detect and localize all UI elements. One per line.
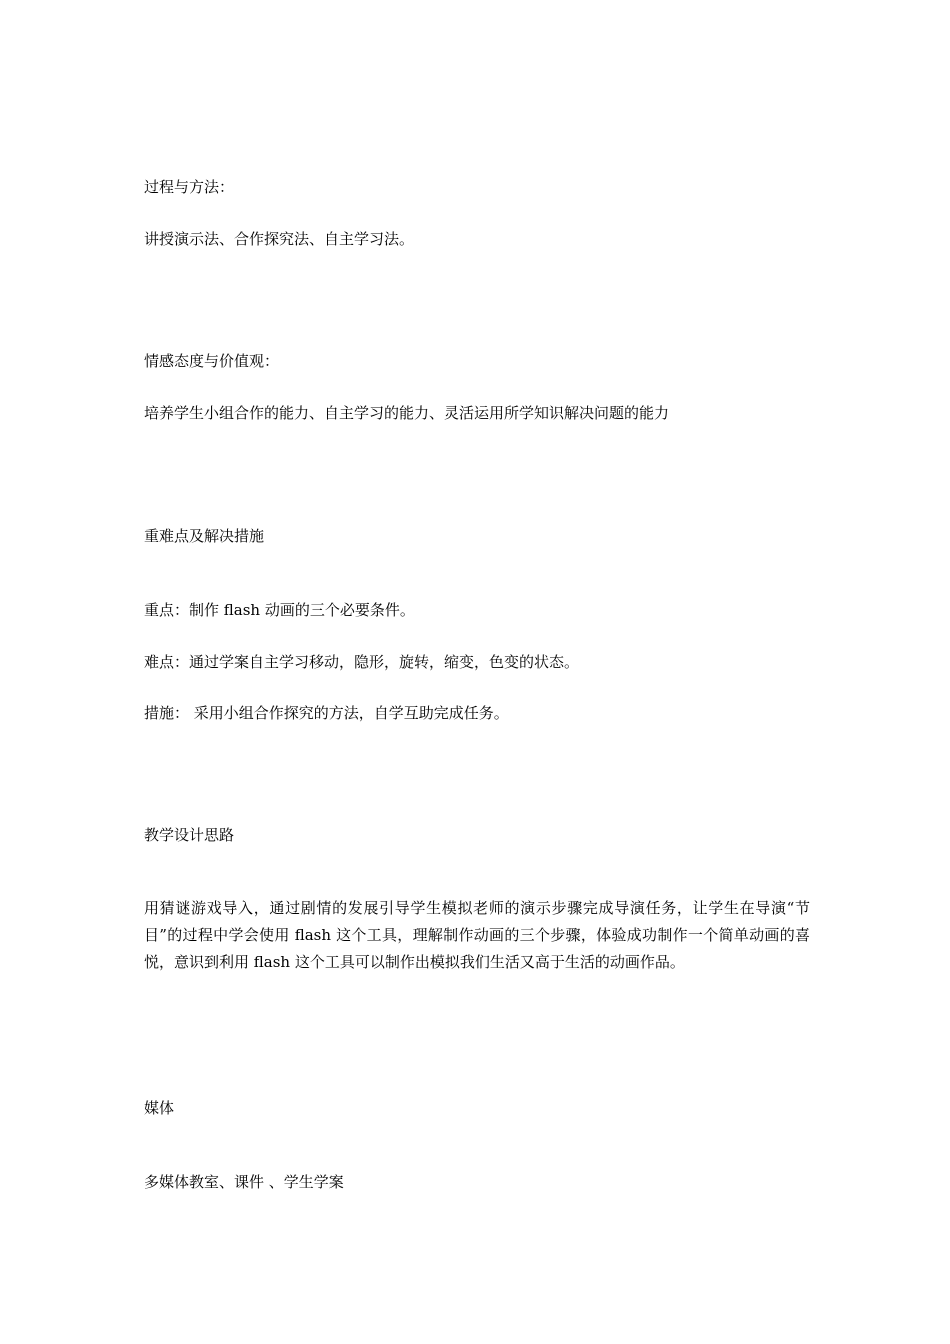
design-heading: 教学设计思路 [144, 826, 235, 844]
difficult-point: 难点：通过学案自主学习移动，隐形，旋转，缩变，色变的状态。 [144, 653, 580, 671]
key-point: 重点：制作 flash 动画的三个必要条件。 [144, 601, 415, 619]
media-heading: 媒体 [144, 1099, 175, 1117]
attitude-heading: 情感态度与价值观： [144, 352, 280, 370]
measures: 措施： 采用小组合作探究的方法，自学互助完成任务。 [144, 704, 509, 722]
media-text: 多媒体教室、课件 、学生学案 [144, 1173, 344, 1191]
process-heading: 过程与方法： [144, 178, 235, 196]
design-text: 用猜谜游戏导入，通过剧情的发展引导学生模拟老师的演示步骤完成导演任务，让学生在导演“节目”的过程中学会使用 flash 这个工具，理解制作动画的三个步骤，体验成功制作一个简单动画的喜悦，意识到利用 flash 这个工具可以制作出模拟我们生活又高于生活的动画作品。 [144, 899, 810, 971]
process-text: 讲授演示法、合作探究法、自主学习法。 [144, 230, 415, 248]
attitude-text: 培养学生小组合作的能力、自主学习的能力、灵活运用所学知识解决问题的能力 [144, 404, 670, 422]
key-difficult-heading: 重难点及解决措施 [144, 527, 265, 545]
